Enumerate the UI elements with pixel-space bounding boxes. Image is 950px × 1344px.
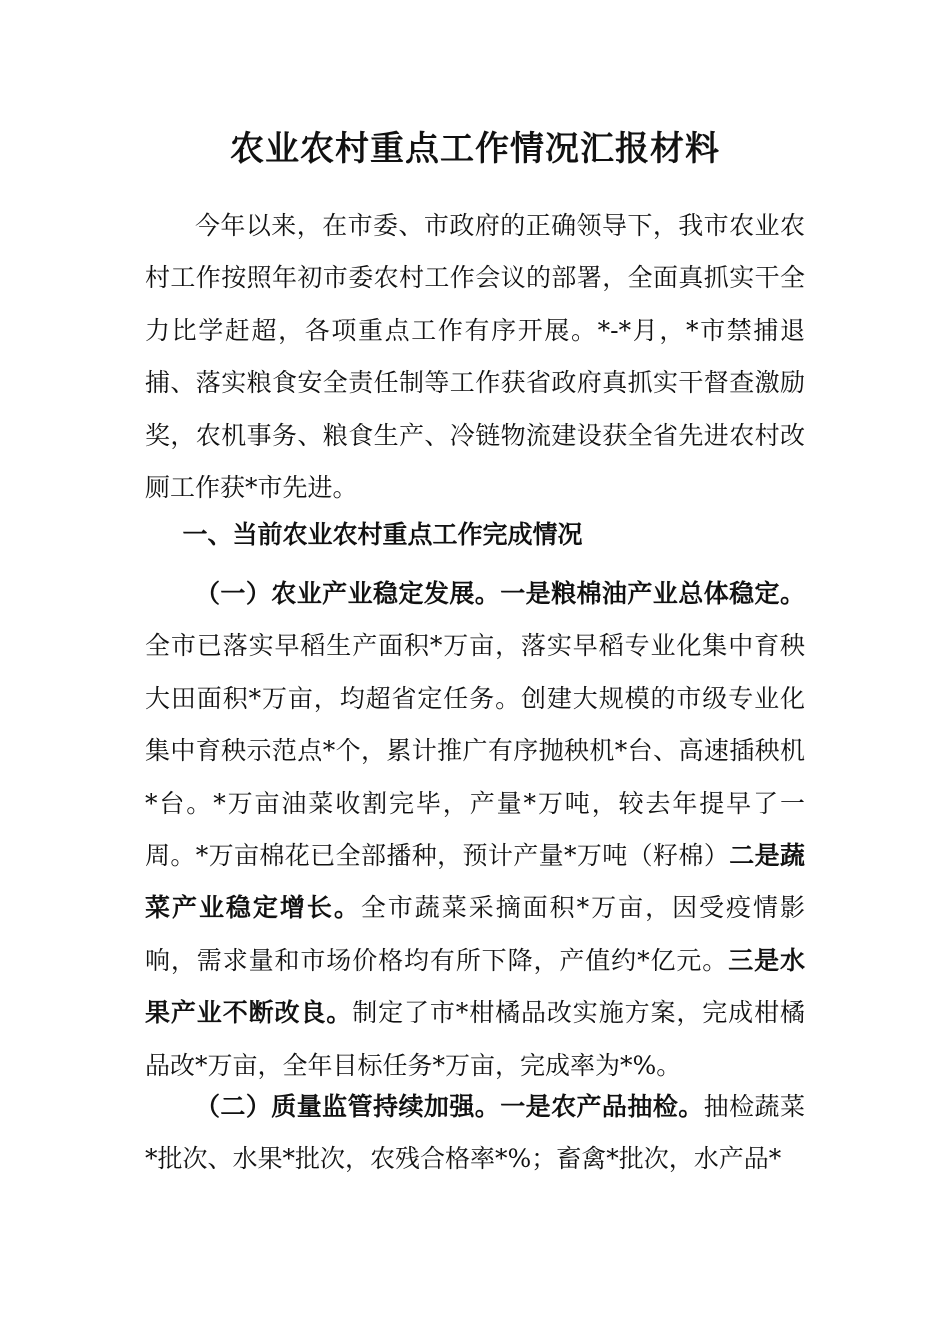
subsection-heading: （一）农业产业稳定发展。 — [195, 579, 501, 608]
document-title: 农业农村重点工作情况汇报材料 — [230, 129, 720, 169]
agriculture-industry-paragraph — [145, 568, 805, 1092]
point-title: 一是农产品抽检。 — [500, 1092, 704, 1121]
point-title: 三是水果产业不断改良。 — [145, 945, 805, 1028]
intro-paragraph: 今年以来，在市委、市政府的正确领导下，我市农业农村工作按照年初市委农村工作会议的部署，全面真抓实干全力比学赶超，各项重点工作有序开展。*-*月，*市禁捕退捕、落实粮食安全责任制等工作获省政府真抓实干督查激励奖，农机事务、粮食生产、冷链物流建设获全省先进农村改厕工作获*市先进。 — [145, 211, 805, 503]
point-text: 全市蔬菜采摘面积*万亩，因受疫情影响，需求量和市场价格均有所下降，产值约*亿元。 — [145, 893, 805, 975]
point-title: 一是粮棉油产业总体稳定。 — [500, 579, 805, 608]
subsection-heading: （二）质量监管持续加强。 — [195, 1092, 501, 1121]
section-heading: 一、当前农业农村重点工作完成情况 — [182, 520, 583, 549]
quality-supervision-paragraph — [145, 1081, 805, 1186]
point-text: 全市已落实早稻生产面积*万亩，落实早稻专业化集中育秧大田面积*万亩，均超省定任务。创建大规模的市级专业化集中育秧示范点*个，累计推广有序抛秧机*台、高速插秧机*台。*万亩油菜收割完毕，产量*万吨，较去年提早了一周。*万亩棉花已全部播种，预计产量*万吨（籽棉） — [145, 631, 805, 871]
point-text: 制定了市*柑橘品改实施方案，完成柑橘品改*万亩，全年目标任务*万亩，完成率为*%。 — [145, 998, 805, 1080]
point-title: 二是蔬菜产业稳定增长。 — [145, 841, 805, 923]
point-text: 抽检蔬菜*批次、水果*批次，农残合格率*%；畜禽*批次，水产品* — [145, 1092, 805, 1174]
